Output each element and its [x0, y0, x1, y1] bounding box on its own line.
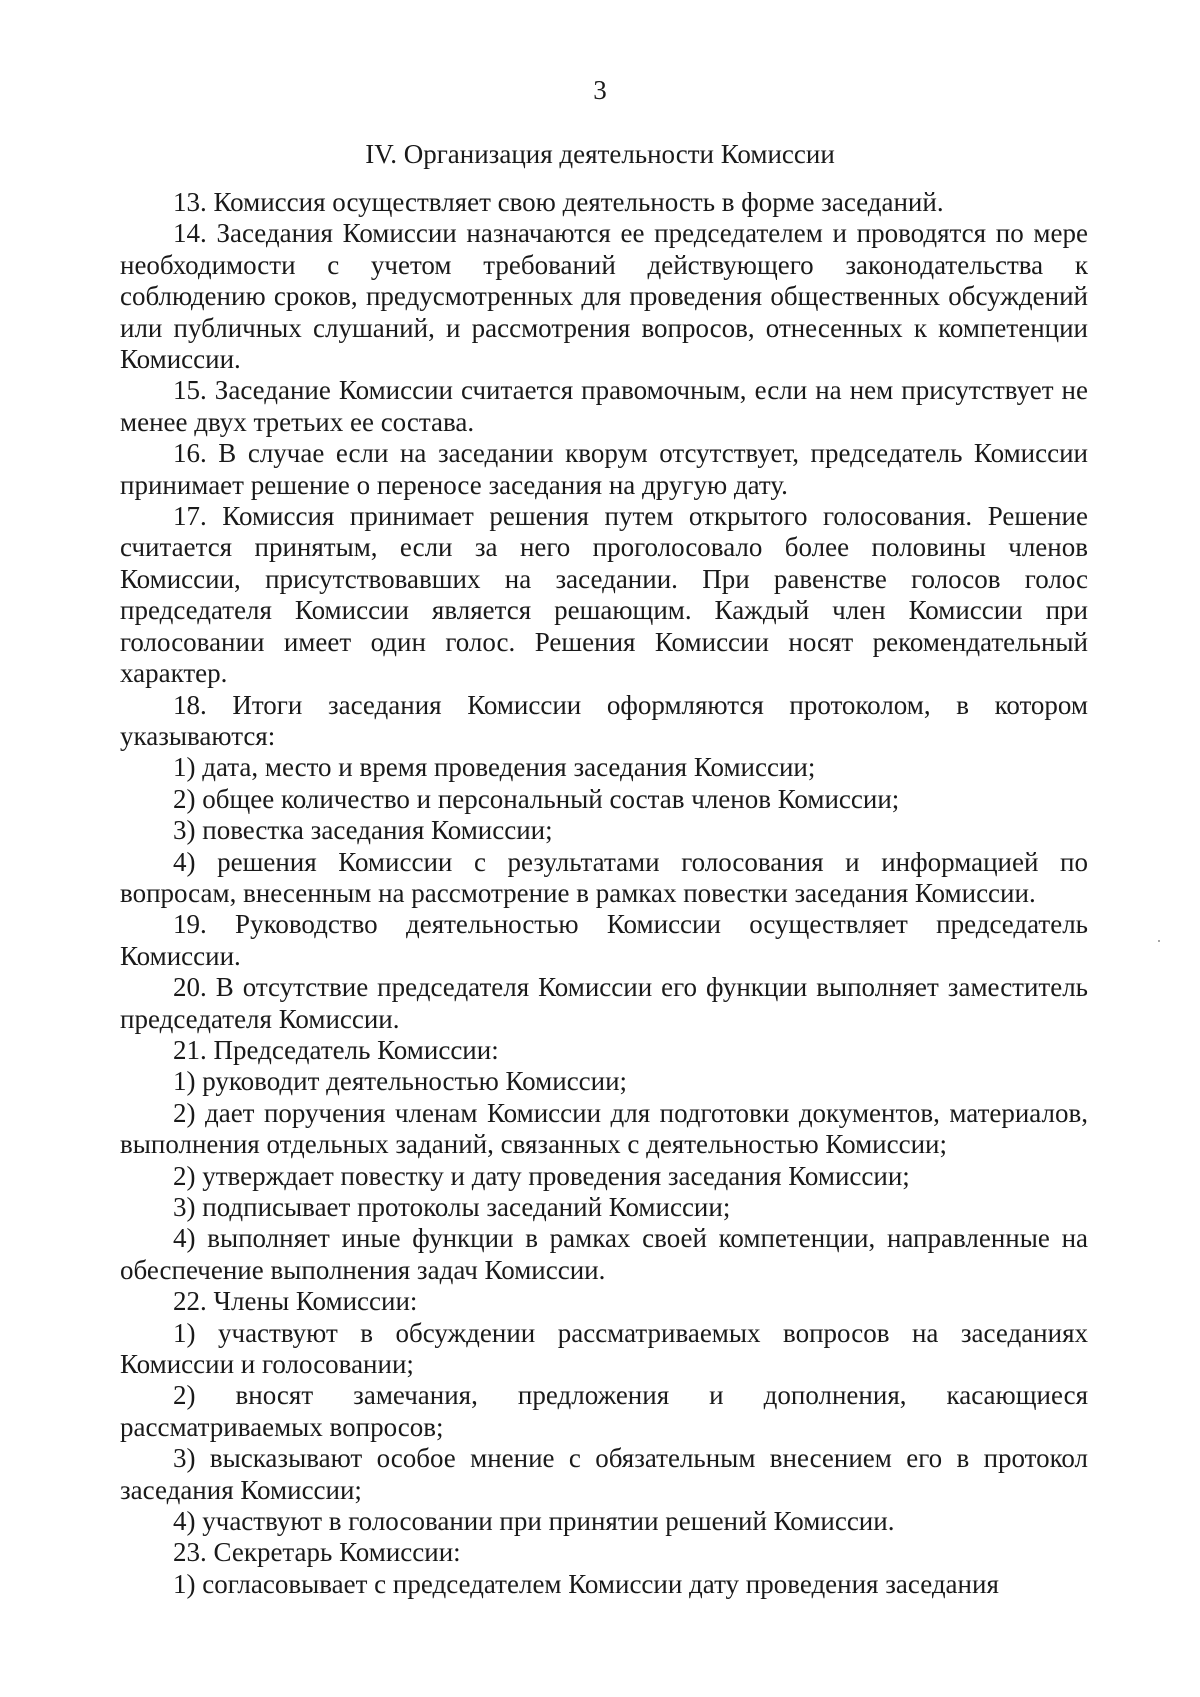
document-body: [120, 187, 1088, 1600]
paragraph-18: 18. Итоги заседания Комиссии оформляются протоколом, в котором указываются:: [120, 689, 1088, 751]
list-item-21-1: 1) руководит деятельностью Комиссии;: [173, 1066, 628, 1097]
list-item-22-4: 4) участвуют в голосовании при принятии решений Комиссии.: [173, 1506, 895, 1537]
paragraph-15: 15. Заседание Комиссии считается правомочным, если на нем присутствует не менее двух третьих ее состава.: [120, 375, 1088, 437]
paragraph-23: 23. Секретарь Комиссии:: [173, 1537, 461, 1568]
page-number: 3: [593, 75, 607, 105]
paragraph-22: 22. Члены Комиссии:: [173, 1286, 418, 1317]
paragraph-14: 14. Заседания Комиссии назначаются ее председателем и проводятся по мере необходимости с учетом требований действующего законодательства к соблюдению сроков, предусмотренных для проведения общественных обсуждений или публичных слушаний, и рассмотрения вопросов, отнесенных к компетенции Комиссии.: [120, 218, 1088, 375]
list-item-22-3: 3) высказывают особое мнение с обязательным внесением его в протокол заседания Комиссии;: [120, 1443, 1088, 1505]
list-item-22-1: 1) участвуют в обсуждении рассматриваемых вопросов на заседаниях Комиссии и голосовании;: [120, 1317, 1088, 1380]
paragraph-20: 20. В отсутствие председателя Комиссии его функции выполняет заместитель председателя Комиссии.: [120, 972, 1088, 1034]
list-item-21-3: 3) подписывает протоколы заседаний Комиссии;: [173, 1192, 731, 1222]
paragraph-17: 17. Комиссия принимает решения путем открытого голосования. Решение считается принятым, если за него проголосовало более половины членов Комиссии, присутствовавших на заседании. При равенстве голосов голос председателя Комиссии является решающим. Каждый член Комиссии при голосовании имеет один голос. Решения Комиссии носят рекомендательный характер.: [120, 501, 1088, 689]
list-item-18-2: 2) общее количество и персональный состав членов Комиссии;: [173, 783, 900, 814]
list-item-21-2b: 2) утверждает повестку и дату проведения заседания Комиссии;: [173, 1160, 910, 1191]
list-item-23-1: 1) согласовывает с председателем Комиссии дату проведения заседания: [173, 1568, 999, 1599]
list-item-18-3: 3) повестка заседания Комиссии;: [173, 815, 553, 846]
paragraph-13: 13. Комиссия осуществляет свою деятельность в форме заседаний.: [173, 187, 944, 217]
paragraph-16: 16. В случае если на заседании кворум отсутствует, председатель Комиссии принимает решение о переносе заседания на другую дату.: [120, 438, 1088, 500]
scan-speck: [1158, 940, 1160, 942]
list-item-18-4: 4) решения Комиссии с результатами голосования и информацией по вопросам, внесенным на рассмотрение в рамках повестки заседания Комиссии.: [120, 846, 1088, 908]
paragraph-21: 21. Председатель Комиссии:: [173, 1034, 499, 1065]
section-title: IV. Организация деятельности Комиссии: [365, 139, 835, 169]
paragraph-19: 19. Руководство деятельностью Комиссии осуществляет председатель Комиссии.: [120, 909, 1088, 971]
list-item-18-1: 1) дата, место и время проведения заседания Комиссии;: [173, 752, 816, 783]
list-item-21-4: 4) выполняет иные функции в рамках своей компетенции, направленные на обеспечение выполнения задач Комиссии.: [120, 1223, 1088, 1285]
list-item-22-2: 2) вносят замечания, предложения и дополнения, касающиеся рассматриваемых вопросов;: [120, 1380, 1088, 1442]
list-item-21-2: 2) дает поручения членам Комиссии для подготовки документов, материалов, выполнения отдельных заданий, связанных с деятельностью Комиссии;: [120, 1097, 1088, 1160]
